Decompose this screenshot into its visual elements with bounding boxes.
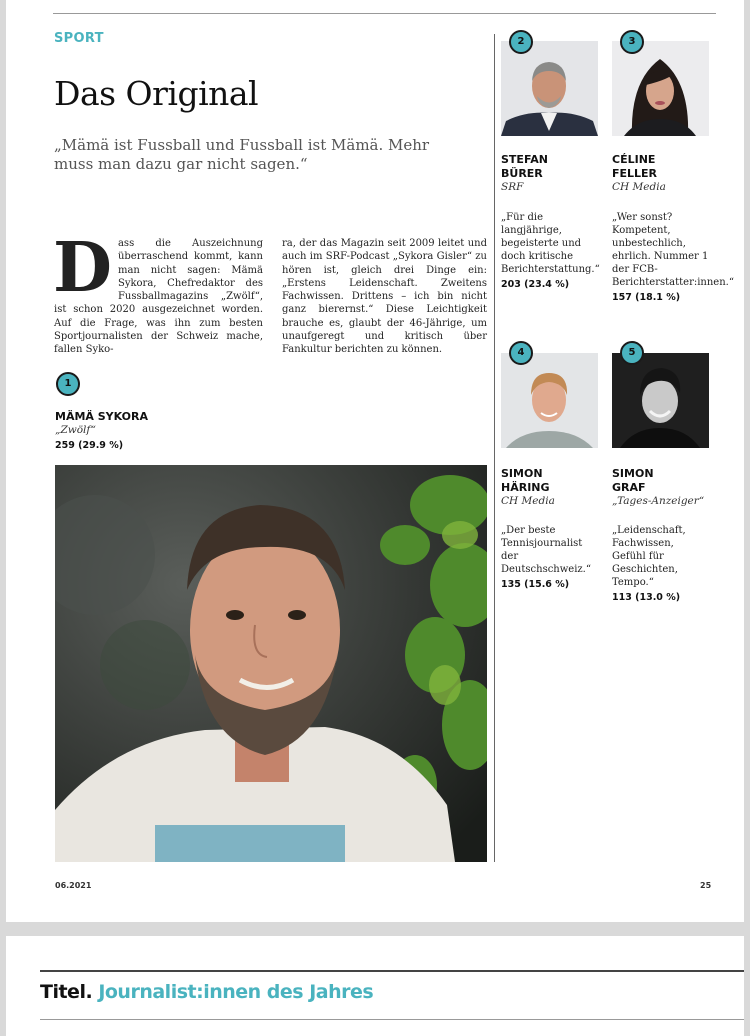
runner-4-lastname: HÄRING	[501, 481, 550, 494]
winner-outlet: „Zwölf“	[55, 424, 96, 436]
issue-date: 06.2021	[55, 881, 92, 890]
winner-photo	[55, 465, 487, 862]
runner-4-outlet: CH Media	[501, 495, 555, 507]
portrait-illustration	[55, 465, 487, 862]
portrait-4	[501, 353, 598, 448]
article-title: Das Original	[54, 74, 259, 113]
rank-badge-1: 1	[56, 372, 80, 396]
runner-5-lastname: GRAF	[612, 481, 646, 494]
lead-quote: „Mämä ist Fussball und Fussball ist Mämä. Mehr muss man dazu gar nicht sagen.“	[54, 136, 430, 173]
next-page-rule	[40, 970, 744, 972]
runner-5-votes: 113 (13.0 %)	[612, 592, 681, 603]
runner-2-lastname: BÜRER	[501, 167, 543, 180]
runner-2-outlet: SRF	[501, 181, 524, 193]
runner-3-firstname: CÉLINE	[612, 153, 656, 166]
next-page-title	[40, 981, 373, 1003]
runner-5-firstname: SIMON	[612, 467, 654, 480]
portrait-2	[501, 41, 598, 136]
portrait-3	[612, 41, 709, 136]
winner-votes: 259 (29.9 %)	[55, 440, 124, 451]
runner-3-votes: 157 (18.1 %)	[612, 292, 681, 303]
magazine-page	[6, 0, 744, 922]
runner-4-quote: „Der beste Tennisjournalist der Deutschschweiz.“	[501, 525, 591, 575]
runner-4-firstname: SIMON	[501, 467, 543, 480]
photo-runner-4	[501, 353, 598, 448]
runner-5-quote: „Leidenschaft, Fachwissen, Gefühl für Geschichten, Tempo.“	[612, 525, 686, 588]
runner-2-votes: 203 (23.4 %)	[501, 279, 570, 290]
runner-2-quote: „Für die langjährige, begeisterte und doch kritische Berichterstattung.“	[501, 212, 600, 275]
runner-2-firstname: STEFAN	[501, 153, 548, 166]
page-number: 25	[700, 881, 712, 890]
runner-4-votes: 135 (15.6 %)	[501, 579, 570, 590]
photo-runner-5	[612, 353, 709, 448]
next-page-title-black: Titel.	[40, 981, 93, 1003]
rank-badge-4: 4	[509, 341, 533, 365]
runner-3-quote: „Wer sonst? Kompetent, unbestechlich, ehrlich. Nummer 1 der FCB-Berichterstatter:innen.“	[612, 212, 734, 288]
rank-badge-2: 2	[509, 30, 533, 54]
body-text-1: ass die Auszeichnung überraschend kommt, kann man nicht sagen: Mämä Sykora, Chefredaktor des Fussballmagazins „Zwölf“, ist schon 2020 ausgezeichnet worden. Auf die Frage, was ihn zum besten Sportjournalisten der Schweiz mache, fallen Syko-	[54, 238, 263, 356]
next-page-title-teal: Journalist:innen des Jahres	[98, 981, 374, 1003]
runner-5-outlet: „Tages-Anzeiger“	[612, 495, 705, 507]
photo-runner-3	[612, 41, 709, 136]
rank-badge-3: 3	[620, 30, 644, 54]
drop-cap: D	[53, 228, 112, 308]
rank-badge-5: 5	[620, 341, 644, 365]
column-divider	[494, 34, 495, 862]
body-column-1	[53, 228, 263, 357]
photo-runner-2	[501, 41, 598, 136]
runner-3-lastname: FELLER	[612, 167, 658, 180]
body-column-2: ra, der das Magazin seit 2009 leitet und auch im SRF-Podcast „Sykora Gisler“ zu hören ist, gleich drei Dinge ein: „Erstens Leidenschaft. Zweitens Fachwissen. Drittens – ich bin nicht ganz bierernst.“ Diese Leichtigkeit brauche es, glaubt der 46-Jährige, um unaufgeregt und kritisch über Fankultur berichten zu können.	[282, 238, 487, 356]
next-page	[6, 936, 744, 1036]
section-label: SPORT	[54, 31, 104, 46]
portrait-5	[612, 353, 709, 448]
winner-name: MÄMÄ SYKORA	[55, 410, 149, 423]
next-page-rule-2	[40, 1019, 744, 1020]
runner-3-outlet: CH Media	[612, 181, 666, 193]
top-rule	[53, 13, 716, 14]
